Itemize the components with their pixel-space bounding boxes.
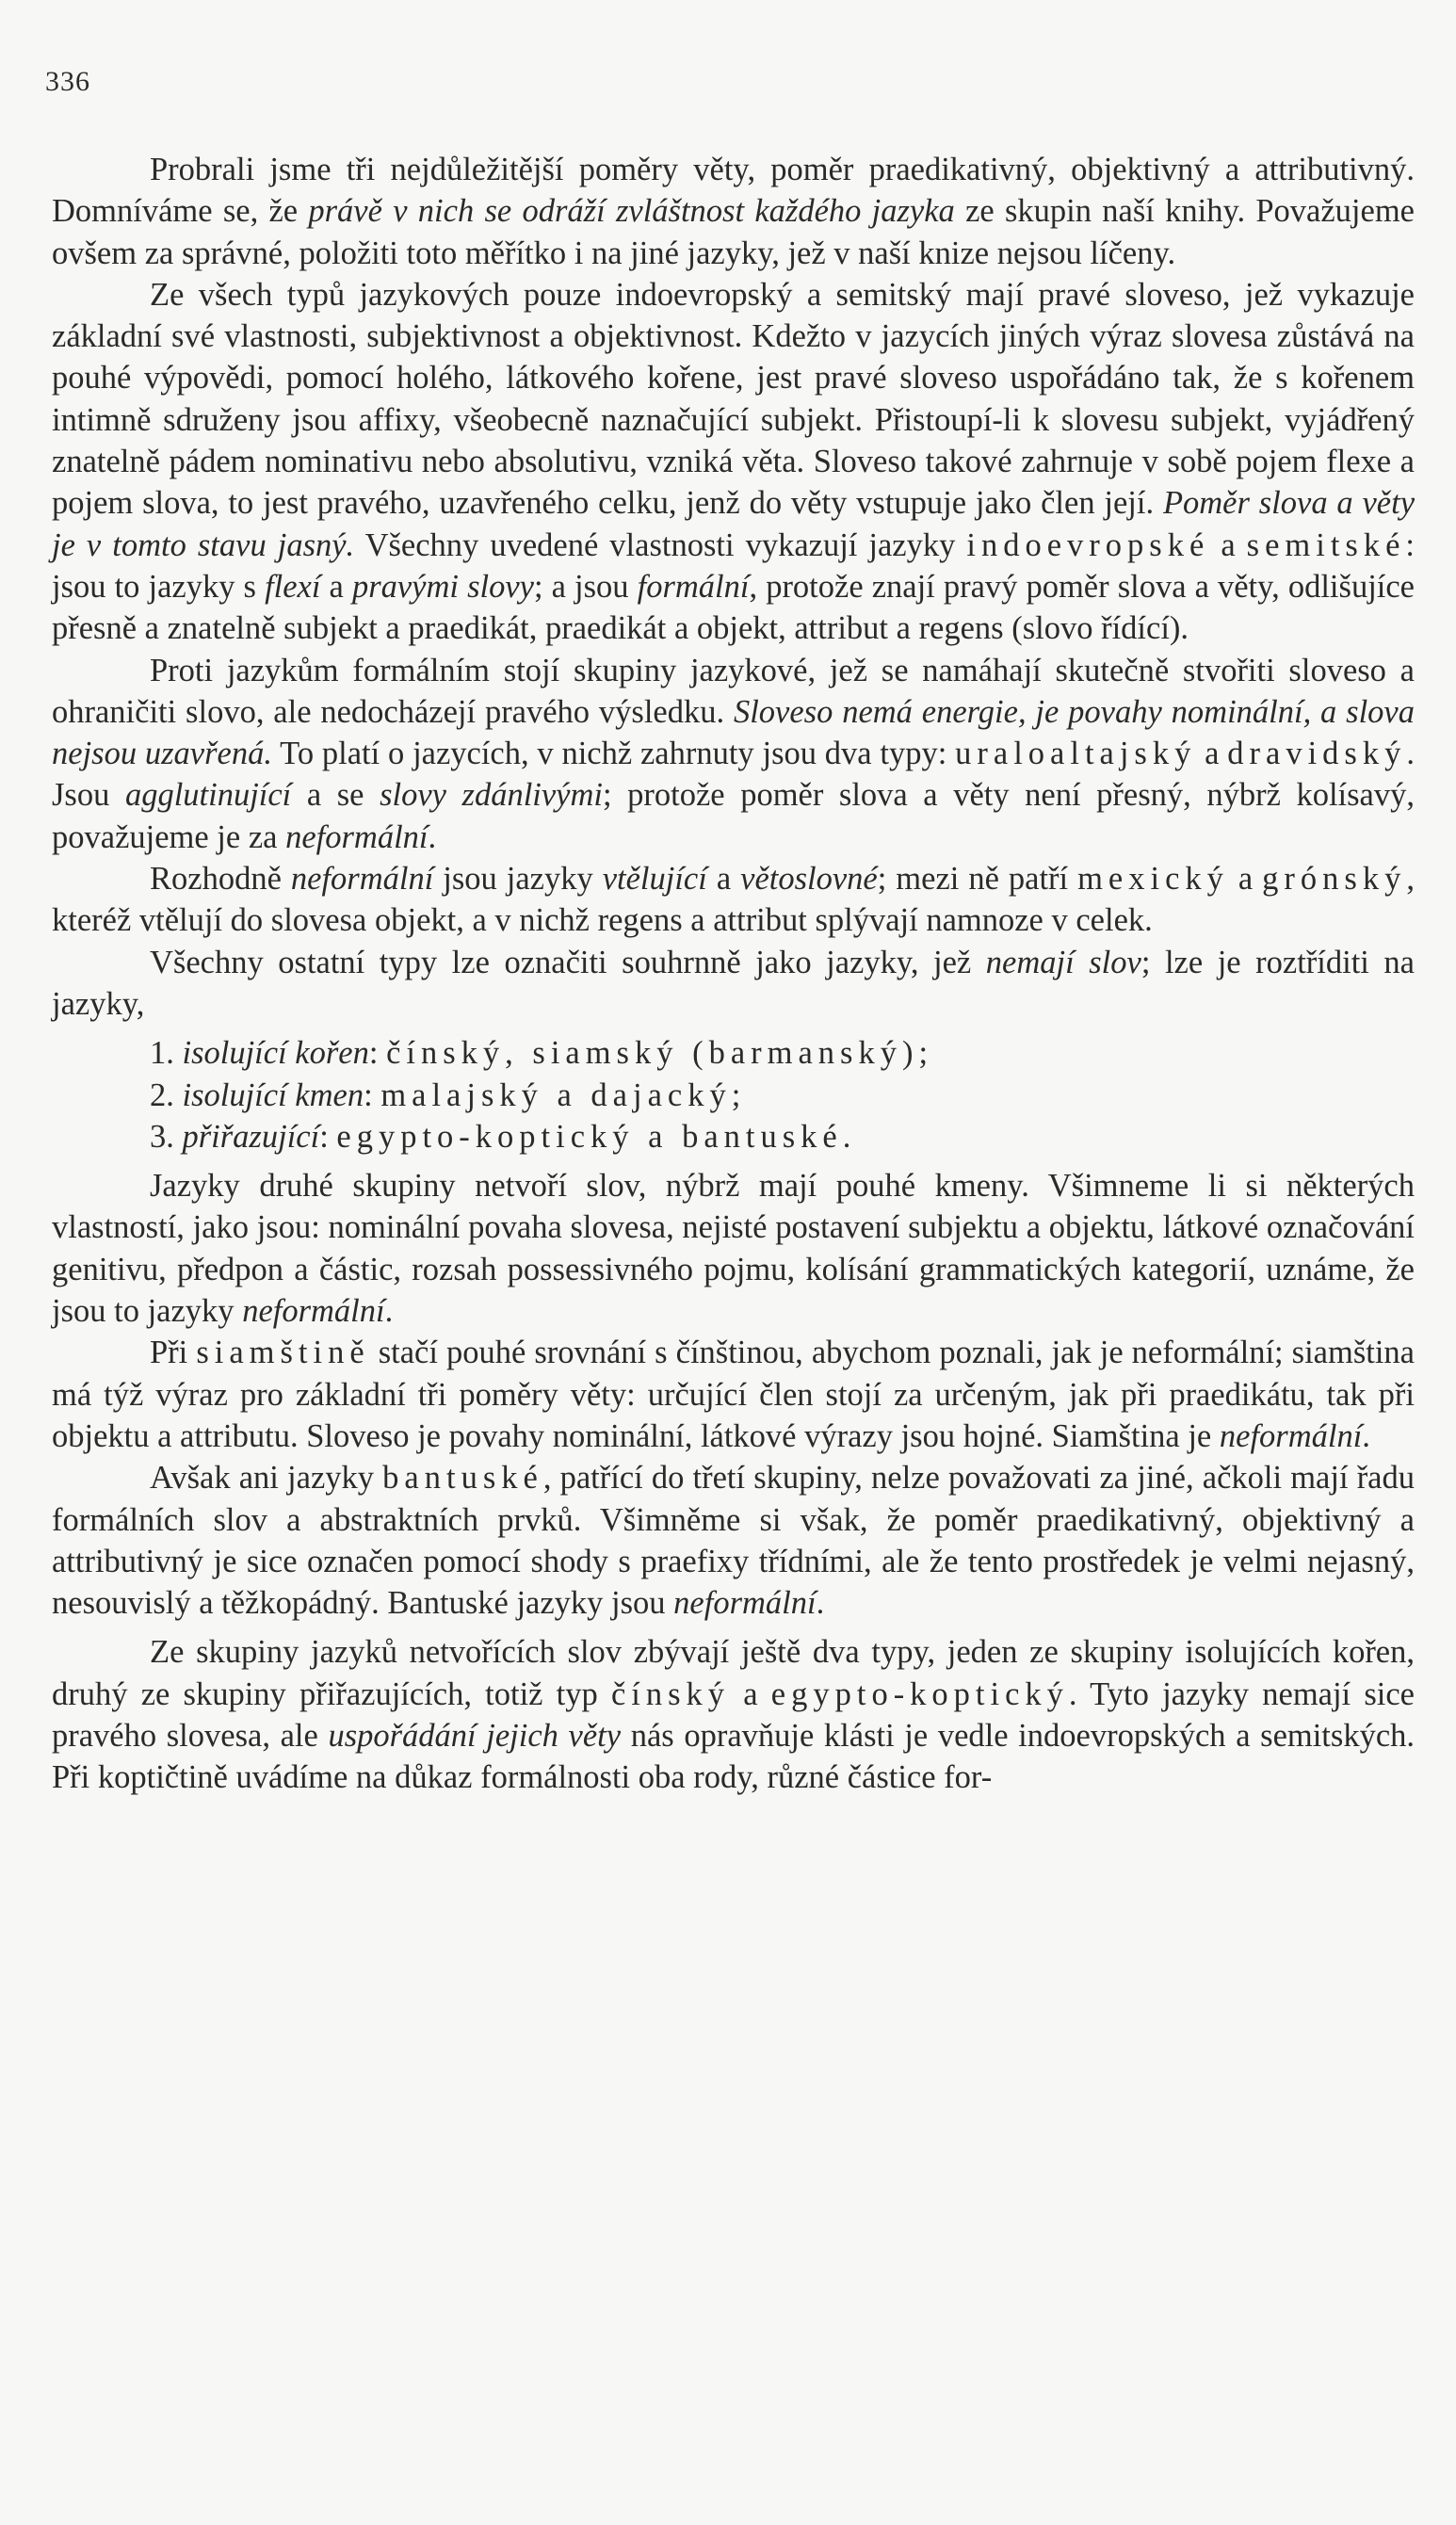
text-run: Proti jazykům formálním stojí skupiny jazykové, jež se namáhají skutečně stvořiti sloveso a ohraničiti slovo, ale nedocházejí pravého výsledku. (52, 652, 1415, 730)
italic-run: Poměr slova a věty je v tomto stavu jasný. (52, 485, 1416, 563)
italic-run: přiřazující (182, 1118, 320, 1155)
text-run: , protože znají pravý poměr slova a věty, odlišujíce přesně a znatelně subjekt a praedikát, praedikát a objekt, attribut a regens (slovo řídící). (52, 568, 1415, 647)
list-item (52, 1075, 1415, 1116)
paragraph (52, 942, 1415, 1026)
italic-run: agglutinující (124, 777, 292, 814)
text-run: ; (731, 1076, 741, 1113)
text-run: ; lze je roztříditi na jazyky, (52, 944, 1415, 1022)
italic-run: formální (637, 568, 750, 605)
italic-run: neformální (673, 1585, 817, 1622)
text-run: . (384, 1293, 394, 1330)
text-body (52, 149, 1415, 1799)
spaced-run: mexický (1077, 861, 1229, 898)
italic-run: větoslovné (740, 861, 878, 898)
text-run: Při (150, 1335, 197, 1371)
text-run: . Tyto jazyky nemají sice pravého slovesa, ale (52, 1675, 1415, 1754)
text-run: . (816, 1585, 825, 1622)
spaced-run: grónský (1262, 861, 1407, 898)
paragraph (52, 1332, 1415, 1457)
italic-run: isolující kořen (182, 1035, 369, 1072)
text-run: 3. (150, 1118, 183, 1155)
italic-run: isolující kmen (182, 1076, 364, 1113)
spaced-run: uraloaltajský (955, 736, 1197, 772)
text-run: a (320, 568, 352, 605)
text-run: a se (291, 777, 380, 814)
paragraph (52, 274, 1415, 650)
italic-run: Sloveso nemá energie, je povahy nominální, a slova nejsou uzavřená. (52, 693, 1415, 772)
text-run: Všechny uvedené vlastnosti vykazují jazyky (354, 526, 967, 563)
text-run: ; (918, 1035, 929, 1072)
italic-run: neformální (290, 861, 434, 898)
text-run: . (842, 1118, 851, 1155)
spaced-run: egypto-koptický (770, 1675, 1069, 1712)
spaced-run: čínský (610, 1675, 731, 1712)
text-run: Všechny ostatní typy lze označiti souhrnně jako jazyky, jež (150, 944, 986, 980)
text-run: To platí o jazycích, v nichž zahrnuty jsou dva typy: (271, 736, 956, 772)
text-run: Rozhodně (150, 861, 291, 898)
italic-run: slovy zdánlivými (380, 777, 603, 814)
text-run: Jazyky druhé skupiny netvoří slov, nýbrž mají pouhé kmeny. Všimneme li si některých vlastností, jako jsou: nominální povaha slovesa, nejisté postavení subjektu a objektu, látkové označování genitivu, předpon a částic, rozsah possessivného pojmu, kolísání grammatických kategorií, uznáme, že jsou to jazyky (52, 1168, 1415, 1330)
text-run: . (1362, 1417, 1370, 1454)
text-run: : (368, 1035, 387, 1072)
text-run: . (428, 818, 437, 855)
spaced-run: dravidský (1227, 736, 1407, 772)
text-run: ; protože poměr slova a věty není přesný, nýbrž kolísavý, považujeme je za (52, 777, 1415, 855)
paragraph (52, 650, 1415, 858)
italic-run: uspořádání jejich věty (328, 1717, 622, 1754)
spaced-run: čínský, siamský (barmanský) (386, 1035, 919, 1072)
paragraph (52, 858, 1415, 942)
text-run: a (706, 861, 741, 898)
text-run: stačí pouhé srovnání s čínštinou, abychom poznali, jak je neformální; siamština má týž výraz pro základní tři poměry věty: určující člen stojí za určeným, jak při praedikátu, tak při objektu a attributu. Sloveso je povahy nominální, látkové výrazy jsou hojné. Siamština je (52, 1335, 1415, 1454)
italic-run: neformální (242, 1293, 385, 1330)
text-run: Ze všech typů jazykových pouze indoevropský a semitský mají pravé sloveso, jež vykazuje základní své vlastnosti, subjektivnost a objektivnost. Kdežto v jazycích jiných výraz slovesa zůstává na pouhé výpovědi, pomocí holého, látkového kořene, jest pravé sloveso uspořádáno tak, že s kořenem intimně sdruženy jsou affixy, všeobecně naznačující subjekt. Přistoupí-li k slovesu subjekt, vyjádřený znatelně pádem nominativu nebo absolutivu, vzniká věta. Sloveso takové zahrnuje v sobě pojem flexe a pojem slova, to jest pravého, uzavřeného celku, jenž do věty vstupuje jako člen její. (52, 276, 1415, 522)
text-run: Ze skupiny jazyků netvořících slov zbývají ještě dva typy, jeden ze skupiny isolujících kořen, druhý ze skupiny přiřazujících, totiž typ (52, 1634, 1415, 1712)
paragraph (52, 1457, 1415, 1624)
text-run: , patřící do třetí skupiny, nelze považovati za jiné, ačkoli mají řadu formálních slov a abstraktních prvků. Všimněme si však, že poměr praedikativný, objektivný a attributivný je sice označen pomocí shody s praefixy třídními, ale že tento prostředek je velmi nejasný, nesouvislý a těžkopádný. Bantuské jazyky jsou (52, 1460, 1415, 1622)
italic-run: právě v nich se odráží zvláštnost každého jazyka (308, 193, 955, 230)
text-run: 1. (150, 1035, 183, 1072)
text-run: : (364, 1076, 381, 1113)
spaced-run: semitské (1246, 526, 1406, 563)
italic-run: neformální (285, 818, 429, 855)
text-run: Probrali jsme tři nejdůležitější poměry věty, poměr praedikativný, objektivný a attributivný. Domníváme se, že (52, 152, 1415, 230)
text-run: ; mezi ně patří (877, 861, 1078, 898)
italic-run: vtělující (602, 861, 707, 898)
text-run: ; a jsou (533, 568, 638, 605)
italic-run: pravými slovy (351, 568, 534, 605)
text-run: a (1209, 526, 1247, 563)
text-run: a (1228, 861, 1263, 898)
text-run: jsou jazyky (433, 861, 603, 898)
text-run: 2. (150, 1076, 183, 1113)
text-run: Avšak ani jazyky (150, 1460, 383, 1497)
italic-run: neformální (1219, 1417, 1363, 1454)
paragraph (52, 149, 1415, 274)
text-run: : (319, 1118, 337, 1155)
text-run: nás opravňuje klásti je vedle indoevropských a semitských. Při koptičtině uvádíme na důkaz formálnosti oba rody, různé částice for- (52, 1717, 1416, 1796)
text-run: a (730, 1675, 771, 1712)
spaced-run: egypto-koptický a bantuské (336, 1118, 843, 1155)
list-item (52, 1032, 1415, 1074)
text-run: , kteréž vtělují do slovesa objekt, a v nichž regens a attribut splývají namnoze v celek. (52, 861, 1415, 939)
spaced-run: malajský a dajacký (380, 1076, 732, 1113)
spaced-run: siamštině (196, 1335, 370, 1371)
spaced-run: bantuské (382, 1460, 543, 1497)
text-run: : jsou to jazyky s (52, 526, 1415, 605)
text-run: ze skupin naší knihy. Považujeme ovšem za správné, položiti toto měřítko i na jiné jazyky, jež v naší knize nejsou líčeny. (52, 193, 1415, 271)
italic-run: nemají slov (985, 944, 1141, 980)
list-item (52, 1116, 1415, 1157)
page-number: 336 (45, 66, 90, 97)
paragraph (52, 1631, 1415, 1798)
spaced-run: indoevropské (966, 526, 1210, 563)
paragraph (52, 1165, 1415, 1332)
text-run: . Jsou (52, 736, 1415, 814)
text-run: a (1196, 736, 1228, 772)
italic-run: flexí (265, 568, 321, 605)
